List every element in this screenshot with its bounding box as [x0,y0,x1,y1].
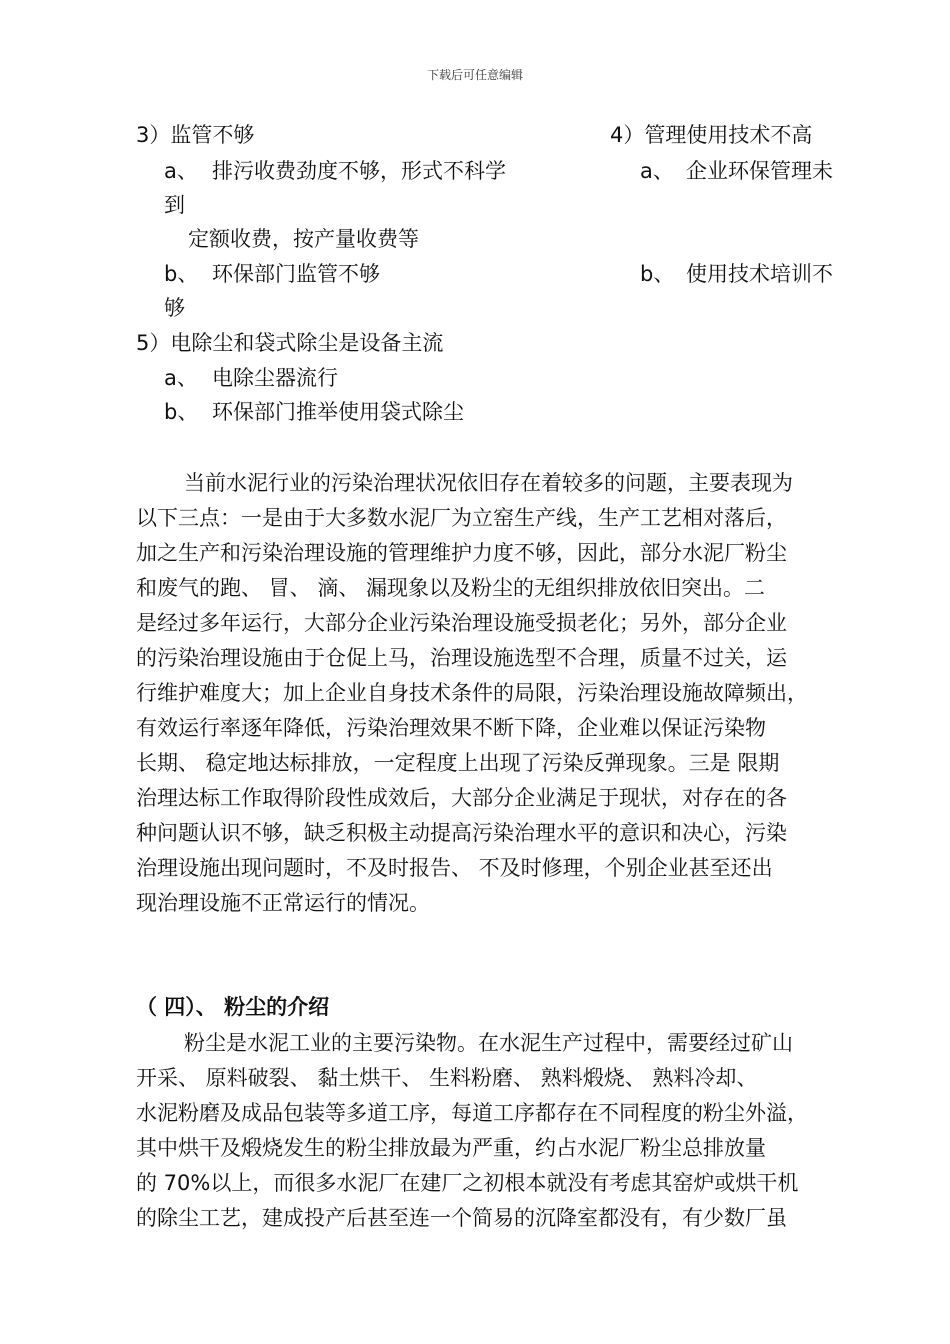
paragraph-2-line: 粉尘是水泥工业的主要污染物。在水泥生产过程中，需要经过矿山 [184,1031,793,1055]
section-4-b-marker: b、 [640,262,675,286]
section-5-title: 5）电除尘和袋式除尘是设备主流 [136,331,444,355]
section-3-a-marker: a、 [164,159,198,183]
paragraph-1-line: 长期、 稳定地达标排放，一定程度上出现了污染反弹现象。三是 限期 [136,751,780,775]
paragraph-1-line: 和废气的跑、 冒、 滴、 漏现象以及粉尘的无组织排放依旧突出。二 [136,576,766,600]
paragraph-1-line: 种问题认识不够，缺乏积极主动提高污染治理水平的意识和决心，污染 [136,821,787,845]
paragraph-1-line: 是经过多年运行，大部分企业污染治理设施受损老化；另外，部分企业 [136,611,787,635]
section-3-b-marker: b、 [164,262,199,286]
section-4-a-text: 企业环保管理未 [686,159,833,183]
paragraph-1-line: 治理设施出现问题时，不及时报告、 不及时修理，个别企业甚至还出 [136,856,773,880]
section-5-b-marker: b、 [164,400,199,424]
section-heading: （ 四）、 粉尘的介绍 [136,995,330,1019]
paragraph-2-line: 其中烘干及煅烧发生的粉尘排放最为严重，约占水泥厂粉尘总排放量 [136,1136,766,1160]
paragraph-2-line: 水泥粉磨及成品包装等多道工序，每道工序都存在不同程度的粉尘外溢， [136,1101,808,1125]
paragraph-1-line: 行维护难度大；加上企业自身技术条件的局限，污染治理设施故障频出， [136,681,808,705]
section-5-b-text: 环保部门推举使用袋式除尘 [212,400,464,424]
section-3-a-line3: 定额收费，按产量收费等 [188,227,419,251]
paragraph-1-line: 以下三点：一是由于大多数水泥厂为立窑生产线，生产工艺相对落后， [136,506,787,530]
paragraph-1-line: 加之生产和污染治理设施的管理维护力度不够，因此，部分水泥厂粉尘 [136,541,787,565]
section-3-title: 3）监管不够 [136,123,255,147]
paragraph-2-line: 的 70%以上，而很多水泥厂在建厂之初根本就没有考虑其窑炉或烘干机 [136,1171,799,1195]
section-3-b-line1: 环保部门监管不够 [212,262,380,286]
section-4-b-text: 使用技术培训不 [686,262,833,286]
paragraph-1-line: 当前水泥行业的污染治理状况依旧存在着较多的问题，主要表现为 [184,471,793,495]
page-header: 下载后可任意编辑 [426,68,523,82]
paragraph-1-line: 现治理设施不正常运行的情况。 [136,891,430,915]
paragraph-1-line: 有效运行率逐年降低，污染治理效果不断下降，企业难以保证污染物 [136,716,766,740]
paragraph-1-line: 治理达标工作取得阶段性成效后，大部分企业满足于现状，对存在的各 [136,786,787,810]
section-3-a-line2: 到 [164,193,185,217]
paragraph-2-line: 开采、 原料破裂、 黏土烘干、 生料粉磨、 熟料煅烧、 熟料冷却、 [136,1066,758,1090]
section-5-a-text: 电除尘器流行 [212,366,338,390]
section-4-a-marker: a、 [640,159,674,183]
paragraph-2-line: 的除尘工艺，建成投产后甚至连一个简易的沉降室都没有，有少数厂虽 [136,1206,787,1230]
section-4-title: 4）管理使用技术不高 [610,123,813,147]
section-5-a-marker: a、 [164,366,198,390]
section-3-a-line1: 排污收费劲度不够，形式不科学 [212,159,506,183]
section-3-b-line2: 够 [164,296,185,320]
paragraph-1-line: 的污染治理设施由于仓促上马，治理设施选型不合理，质量不过关，运 [136,646,787,670]
